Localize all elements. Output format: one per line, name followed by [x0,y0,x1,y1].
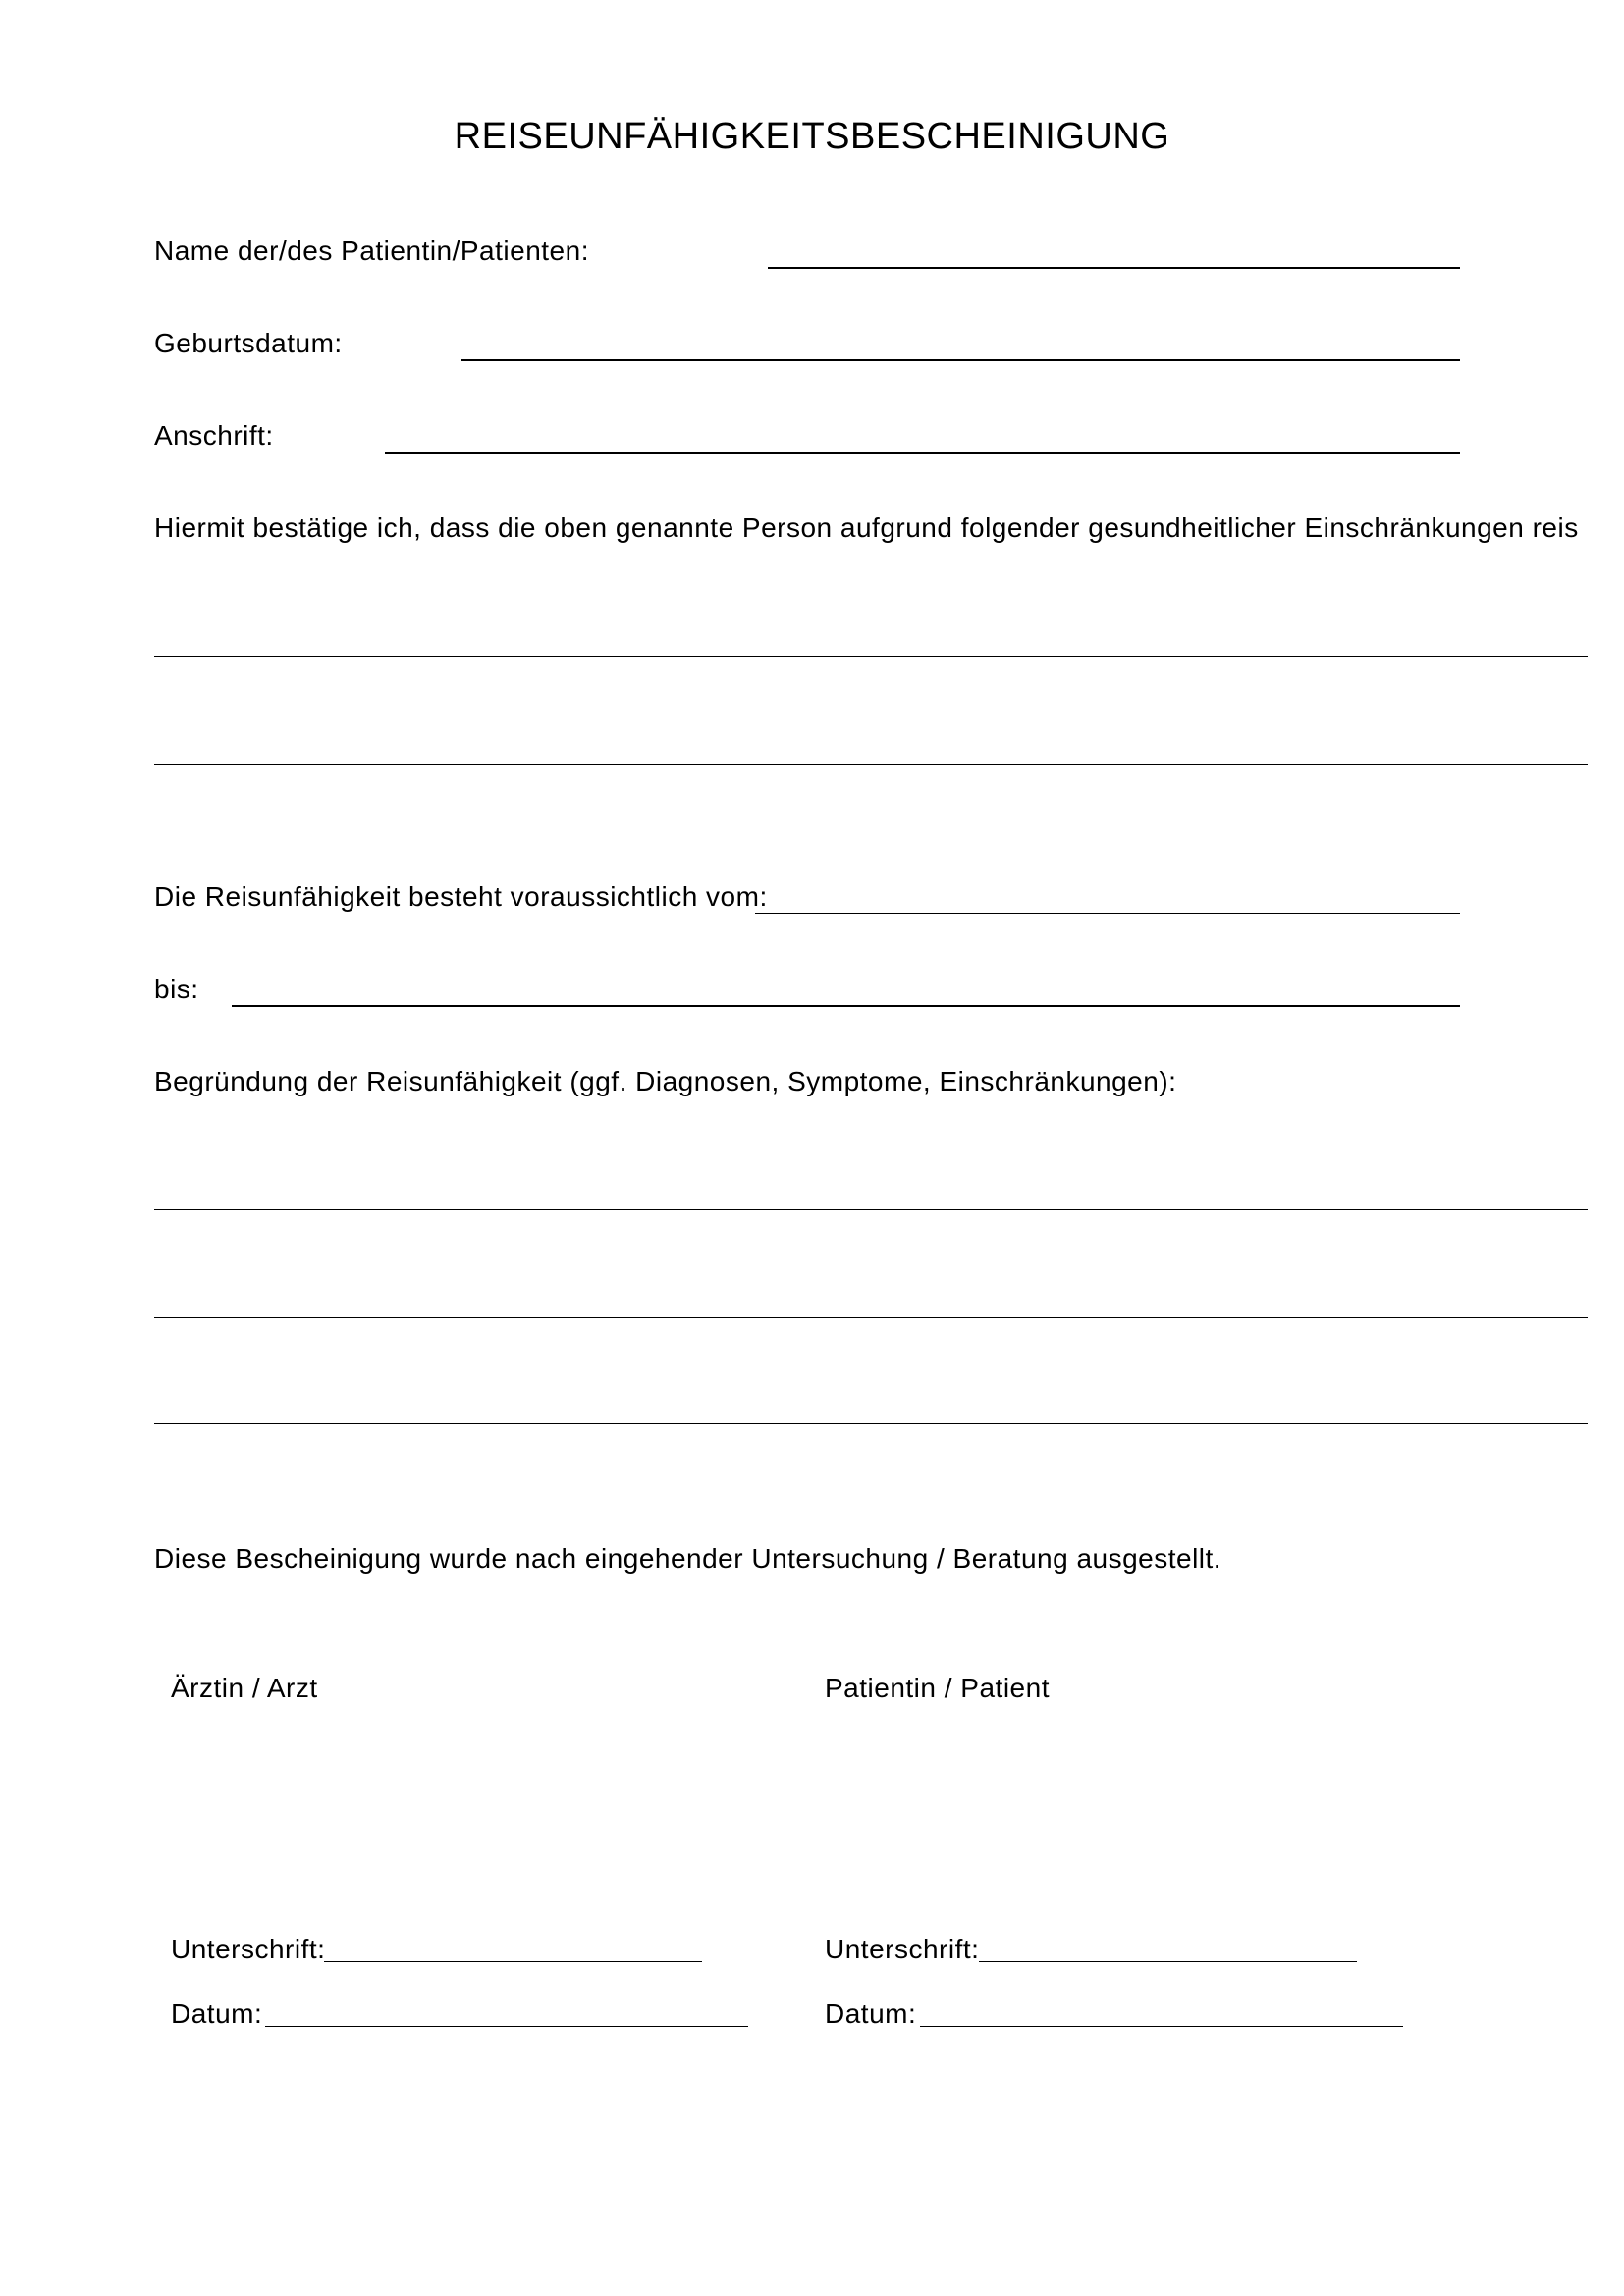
doctor-date-line[interactable] [265,2026,748,2027]
doctor-heading: Ärztin / Arzt [171,1673,318,1703]
period-from-input-line[interactable] [755,913,1460,914]
birthdate-label: Geburtsdatum: [154,328,343,358]
restriction-line-2[interactable] [154,764,1588,765]
doctor-signature-line[interactable] [324,1961,702,1962]
doctor-date-label: Datum: [171,1999,263,2029]
reason-line-1[interactable] [154,1209,1588,1210]
name-input-line[interactable] [768,267,1460,269]
confirmation-text: Hiermit bestätige ich, dass die oben genannte Person aufgrund folgender gesundheitlicher Einschränkungen reis [154,512,1579,543]
name-label: Name der/des Patientin/Patienten: [154,236,589,266]
patient-signature-line[interactable] [979,1961,1357,1962]
address-input-line[interactable] [385,452,1460,454]
patient-heading: Patientin / Patient [825,1673,1050,1703]
statement-text: Diese Bescheinigung wurde nach eingehender Untersuchung / Beratung ausgestellt. [154,1543,1222,1574]
period-to-input-line[interactable] [232,1005,1460,1007]
doctor-signature-label: Unterschrift: [171,1934,326,1964]
period-from-label: Die Reisunfähigkeit besteht voraussichtlich vom: [154,881,768,912]
patient-date-label: Datum: [825,1999,917,2029]
reason-label: Begründung der Reisunfähigkeit (ggf. Diagnosen, Symptome, Einschränkungen): [154,1066,1177,1096]
period-to-label: bis: [154,974,199,1004]
birthdate-input-line[interactable] [461,359,1460,361]
document-title: REISEUNFÄHIGKEITSBESCHEINIGUNG [454,116,1170,157]
reason-line-2[interactable] [154,1317,1588,1318]
patient-signature-label: Unterschrift: [825,1934,980,1964]
address-label: Anschrift: [154,420,274,451]
restriction-line-1[interactable] [154,656,1588,657]
reason-line-3[interactable] [154,1423,1588,1424]
patient-date-line[interactable] [920,2026,1403,2027]
